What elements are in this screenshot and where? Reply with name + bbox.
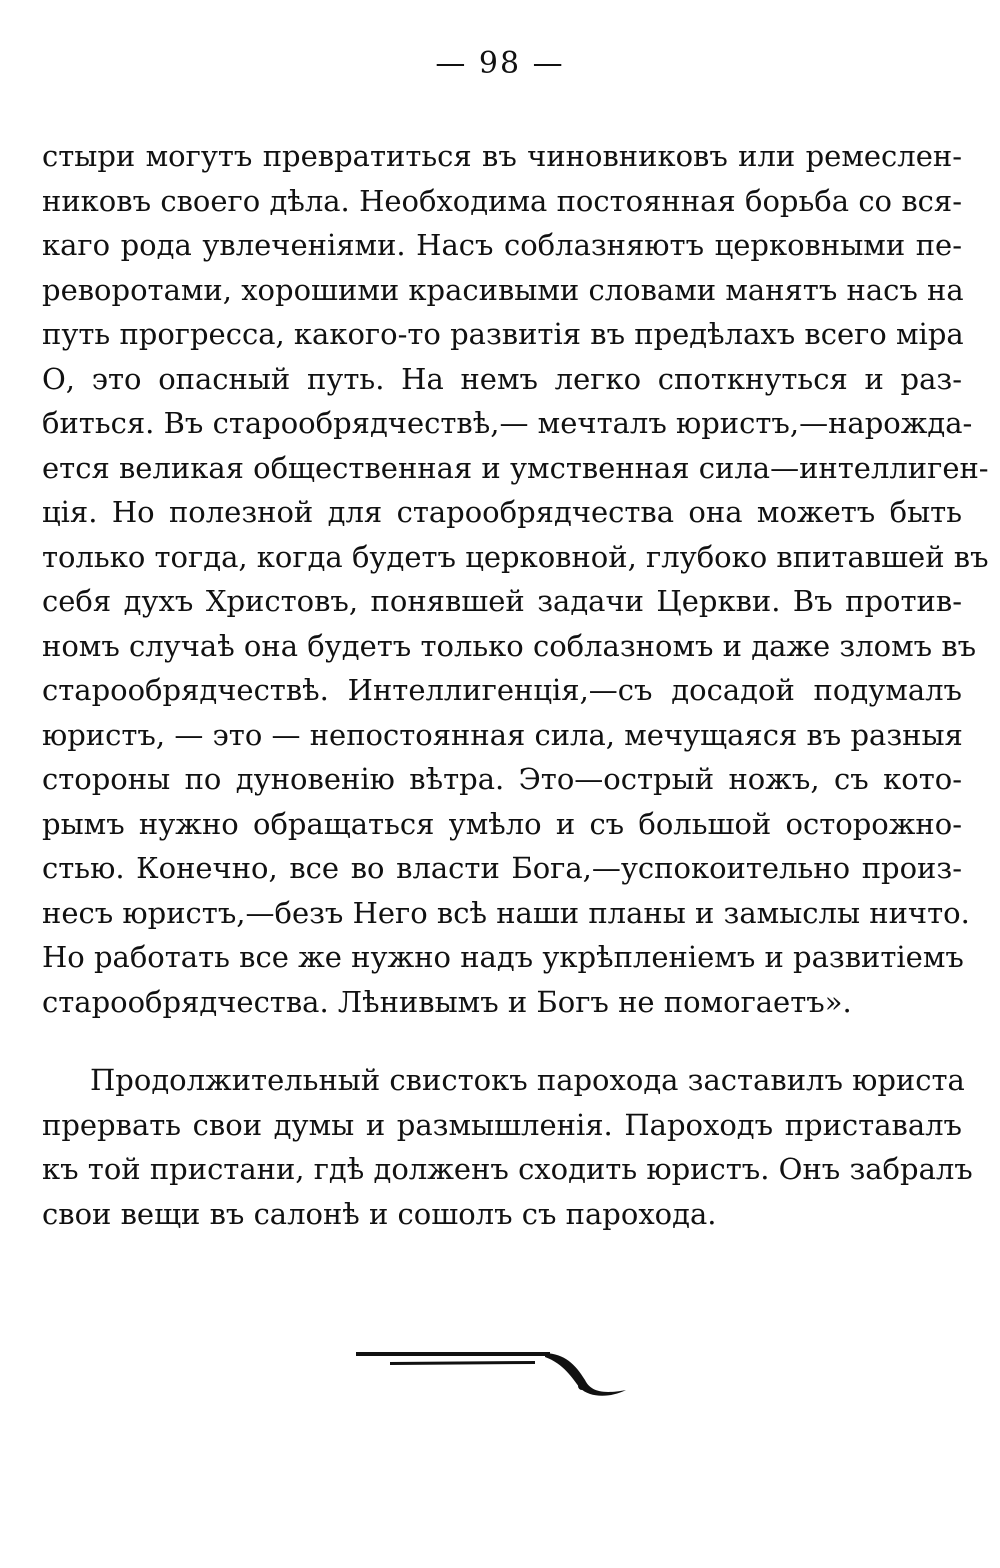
text-line: стыри могутъ превратиться въ чиновниковъ или ремеслен- bbox=[42, 139, 962, 173]
page-number: — 98 — bbox=[435, 46, 565, 81]
text-line: юристъ, — это — непостоянная сила, мечущаяся въ разныя bbox=[42, 717, 963, 752]
text-line: рымъ нужно обращаться умѣло и съ большой осторожно- bbox=[42, 806, 962, 841]
text-line: старообрядчества. Лѣнивымъ и Богъ не помогаетъ». bbox=[42, 984, 852, 1019]
text-line: ется великая общественная и умственная сила—интеллиген- bbox=[42, 450, 989, 485]
text-line: себя духъ Христовъ, понявшей задачи Церкви. Въ против- bbox=[42, 584, 962, 618]
end-ornament bbox=[350, 1340, 640, 1410]
text-line: Продолжительный свистокъ парохода заставилъ юриста bbox=[90, 1063, 965, 1097]
text-line: къ той пристани, гдѣ долженъ сходить юристъ. Онъ забралъ bbox=[42, 1152, 973, 1186]
text-line: стью. Конечно, все во власти Бога,—успокоительно произ- bbox=[42, 851, 962, 885]
text-line: никовъ своего дѣла. Необходима постоянная борьба со вся- bbox=[42, 183, 962, 218]
text-line: только тогда, когда будетъ церковной, глубоко впитавшей въ bbox=[42, 539, 989, 574]
text-line: О, это опасный путь. На немъ легко споткнуться и раз- bbox=[42, 361, 962, 396]
text-line: реворотами, хорошими красивыми словами манятъ насъ на bbox=[42, 272, 964, 307]
text-line: старообрядчествѣ. Интеллигенція,—съ досадой подумалъ bbox=[42, 673, 962, 707]
text-line: каго рода увлеченіями. Насъ соблазняютъ церковными пе- bbox=[42, 228, 962, 262]
text-line: биться. Въ старообрядчествѣ,— мечталъ юристъ,—нарожда- bbox=[42, 406, 973, 440]
text-line: свои вещи въ салонѣ и сошолъ съ парохода. bbox=[42, 1196, 717, 1231]
text-line: несъ юристъ,—безъ Него всѣ наши планы и замыслы ничто. bbox=[42, 895, 970, 930]
text-line: ція. Но полезной для старообрядчества она можетъ быть bbox=[42, 495, 962, 529]
text-line: стороны по дуновенію вѣтра. Это—острый ножъ, съ кото- bbox=[42, 762, 962, 796]
paragraph-2 bbox=[42, 1058, 973, 1236]
text-line: путь прогресса, какого-то развитія въ предѣлахъ всего міра bbox=[42, 317, 964, 351]
paragraph-1 bbox=[42, 134, 989, 1024]
text-line: Но работать все же нужно надъ укрѣпленіемъ и развитіемъ bbox=[42, 940, 964, 974]
text-line: номъ случаѣ она будетъ только соблазномъ и даже зломъ въ bbox=[42, 628, 977, 663]
text-line: прервать свои думы и размышленія. Пароходъ приставалъ bbox=[42, 1107, 962, 1142]
